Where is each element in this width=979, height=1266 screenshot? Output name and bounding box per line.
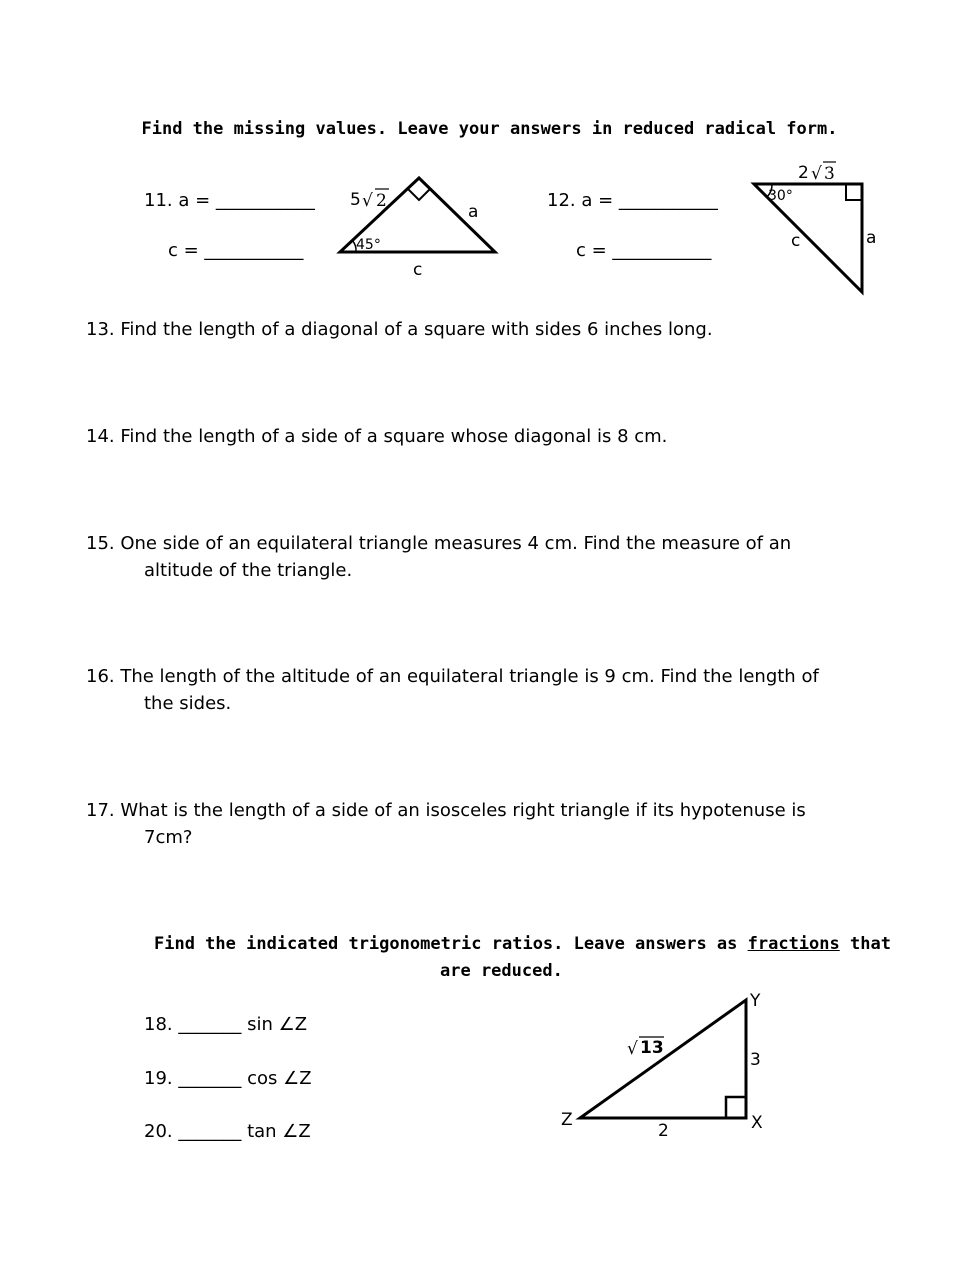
trig-vertex-x: X [751, 1113, 763, 1133]
trig-triangle-shape [580, 1000, 746, 1118]
fig11-side-a: a [468, 202, 479, 222]
fig12-radical-sign: √ [811, 164, 822, 184]
problem-14: 14. Find the length of a side of a square whose diagonal is 8 cm. [86, 426, 668, 447]
trig-vertex-z: Z [561, 1110, 573, 1130]
problem-16-line2: the sides. [144, 693, 232, 714]
fig11-radical-sign: √ [362, 191, 373, 211]
trig-right-angle-mark [726, 1097, 746, 1118]
section1-heading: Find the missing values. Leave your answers in reduced radical form. [141, 119, 838, 139]
fig12-top-coef: 2 [798, 163, 809, 183]
problem-13: 13. Find the length of a diagonal of a square with sides 6 inches long. [86, 319, 713, 340]
trig-side-2: 2 [658, 1121, 669, 1141]
problem-17-line2: 7cm? [144, 827, 193, 848]
section2-heading-underlined: fractions [747, 934, 840, 954]
fig12-side-a: a [866, 228, 877, 248]
problem-15-line1: 15. One side of an equilateral triangle measures 4 cm. Find the measure of an [86, 533, 792, 554]
trig-side-3: 3 [750, 1050, 761, 1070]
fig11-leg-rad: 2 [376, 191, 387, 211]
p12-a-label: 12. a = ___________ [547, 190, 718, 211]
trig-vertex-y: Y [750, 991, 761, 1011]
trig-hyp-value: 13 [640, 1038, 664, 1058]
fig12-side-c: c [791, 231, 801, 251]
trig-hyp-radical-sign: √ [627, 1039, 638, 1059]
fig12-angle-label: 30° [768, 188, 793, 204]
problem-17-line1: 17. What is the length of a side of an isosceles right triangle if its hypotenuse is [86, 800, 806, 821]
p12-c-label: c = ___________ [576, 240, 712, 261]
problem-16-line1: 16. The length of the altitude of an equilateral triangle is 9 cm. Find the length of [86, 666, 819, 687]
problem-15-line2: altitude of the triangle. [144, 560, 353, 581]
problem-18: 18. _______ sin ∠Z [144, 1014, 308, 1035]
p11-c-label: c = ___________ [168, 240, 304, 261]
section2-heading-post: that [839, 934, 891, 954]
problem-20: 20. _______ tan ∠Z [144, 1121, 311, 1142]
section2-heading-line2: are reduced. [440, 961, 563, 981]
problem-19: 19. _______ cos ∠Z [144, 1068, 312, 1089]
fig11-leg-coef: 5 [350, 190, 361, 210]
section2-heading-pre: Find the indicated trigonometric ratios. Leave answers as [154, 934, 748, 954]
fig12-top-rad: 3 [824, 164, 835, 184]
fig11-angle-label: 45° [356, 237, 381, 253]
p11-a-label: 11. a = ___________ [144, 190, 315, 211]
fig11-side-c: c [413, 260, 423, 280]
